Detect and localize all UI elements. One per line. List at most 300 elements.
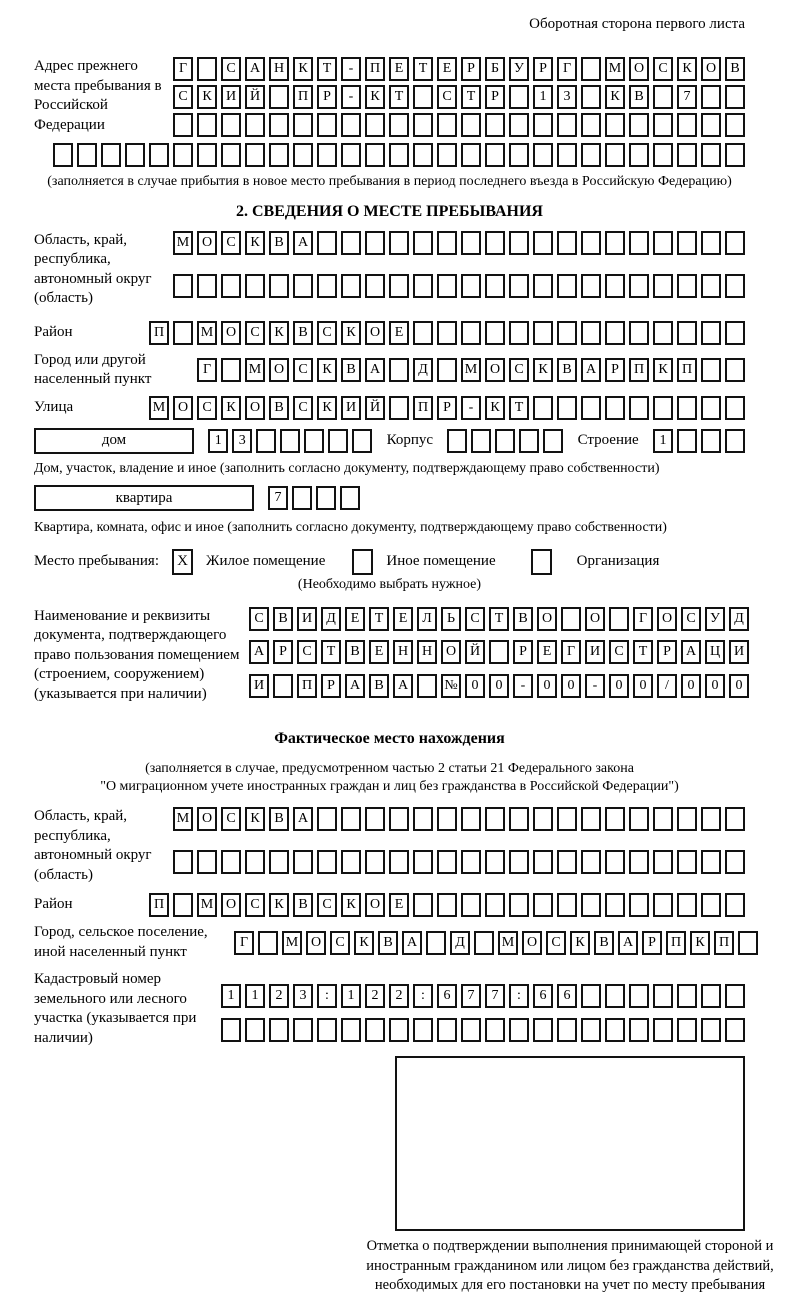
char-cell[interactable]: Р [437, 396, 457, 420]
char-cell[interactable] [269, 85, 289, 109]
checkbox-zhiloe[interactable] [172, 549, 193, 575]
char-cell[interactable] [677, 984, 697, 1008]
char-cell[interactable] [292, 486, 312, 510]
char-cell[interactable]: Т [369, 607, 389, 631]
char-cell[interactable] [653, 85, 673, 109]
char-cell[interactable] [533, 893, 553, 917]
char-cell[interactable] [725, 984, 745, 1008]
char-cell[interactable] [581, 850, 601, 874]
char-cell[interactable]: П [365, 57, 385, 81]
char-cell[interactable] [725, 321, 745, 345]
char-cell[interactable] [316, 486, 336, 510]
char-cell[interactable] [605, 984, 625, 1008]
char-cell[interactable]: К [245, 231, 265, 255]
char-cell[interactable]: Т [489, 607, 509, 631]
char-cell[interactable] [701, 143, 721, 167]
char-cell[interactable] [437, 850, 457, 874]
char-cell[interactable] [701, 850, 721, 874]
char-cell[interactable] [413, 85, 433, 109]
char-cell[interactable] [197, 113, 217, 137]
char-cell[interactable] [677, 231, 697, 255]
char-cell[interactable]: 0 [705, 674, 725, 698]
char-cell[interactable]: Д [450, 931, 470, 955]
char-cell[interactable]: В [557, 358, 577, 382]
char-cell[interactable] [605, 274, 625, 298]
char-cell[interactable] [389, 850, 409, 874]
char-cell[interactable]: 7 [461, 984, 481, 1008]
char-cell[interactable]: П [149, 321, 169, 345]
char-cell[interactable]: 2 [389, 984, 409, 1008]
char-cell[interactable]: 3 [232, 429, 252, 453]
char-cell[interactable] [677, 893, 697, 917]
char-cell[interactable] [269, 113, 289, 137]
char-cell[interactable] [413, 893, 433, 917]
char-cell[interactable]: 1 [221, 984, 241, 1008]
char-cell[interactable] [365, 807, 385, 831]
char-cell[interactable]: М [197, 321, 217, 345]
char-cell[interactable]: 0 [537, 674, 557, 698]
char-cell[interactable] [417, 674, 437, 698]
char-cell[interactable]: В [513, 607, 533, 631]
char-cell[interactable]: К [341, 321, 361, 345]
char-cell[interactable] [605, 396, 625, 420]
char-cell[interactable] [701, 113, 721, 137]
char-cell[interactable]: О [245, 396, 265, 420]
char-cell[interactable] [365, 274, 385, 298]
char-cell[interactable] [328, 429, 348, 453]
char-cell[interactable] [413, 850, 433, 874]
char-cell[interactable]: Е [437, 57, 457, 81]
char-cell[interactable] [413, 143, 433, 167]
char-cell[interactable]: 3 [293, 984, 313, 1008]
char-cell[interactable]: А [365, 358, 385, 382]
char-cell[interactable] [609, 607, 629, 631]
char-cell[interactable]: Ц [705, 640, 725, 664]
char-cell[interactable] [317, 807, 337, 831]
char-cell[interactable] [605, 807, 625, 831]
char-cell[interactable]: А [345, 674, 365, 698]
char-cell[interactable] [557, 396, 577, 420]
char-cell[interactable]: 1 [245, 984, 265, 1008]
char-cell[interactable] [533, 274, 553, 298]
char-cell[interactable]: О [585, 607, 605, 631]
char-cell[interactable] [365, 231, 385, 255]
char-cell[interactable] [317, 231, 337, 255]
char-cell[interactable] [197, 850, 217, 874]
char-cell[interactable]: - [461, 396, 481, 420]
char-cell[interactable]: - [585, 674, 605, 698]
char-cell[interactable] [413, 231, 433, 255]
char-cell[interactable] [629, 850, 649, 874]
char-cell[interactable]: А [618, 931, 638, 955]
char-cell[interactable] [653, 231, 673, 255]
char-cell[interactable] [221, 274, 241, 298]
char-cell[interactable] [701, 807, 721, 831]
char-cell[interactable] [653, 807, 673, 831]
char-cell[interactable] [581, 231, 601, 255]
char-cell[interactable] [489, 640, 509, 664]
char-cell[interactable]: / [657, 674, 677, 698]
char-cell[interactable]: О [701, 57, 721, 81]
char-cell[interactable]: В [345, 640, 365, 664]
char-cell[interactable] [677, 321, 697, 345]
char-cell[interactable]: Г [173, 57, 193, 81]
char-cell[interactable] [221, 358, 241, 382]
char-cell[interactable] [701, 274, 721, 298]
char-cell[interactable] [173, 321, 193, 345]
char-cell[interactable]: А [681, 640, 701, 664]
char-cell[interactable]: С [653, 57, 673, 81]
char-cell[interactable] [701, 358, 721, 382]
char-cell[interactable]: 1 [341, 984, 361, 1008]
char-cell[interactable] [629, 321, 649, 345]
char-cell[interactable]: 7 [268, 486, 288, 510]
char-cell[interactable] [293, 143, 313, 167]
char-cell[interactable] [629, 143, 649, 167]
char-cell[interactable]: А [393, 674, 413, 698]
char-cell[interactable] [221, 143, 241, 167]
char-cell[interactable] [437, 893, 457, 917]
char-cell[interactable]: С [173, 85, 193, 109]
char-cell[interactable] [125, 143, 145, 167]
char-cell[interactable] [485, 850, 505, 874]
char-cell[interactable] [629, 1018, 649, 1042]
char-cell[interactable]: С [249, 607, 269, 631]
char-cell[interactable]: П [413, 396, 433, 420]
char-cell[interactable] [293, 850, 313, 874]
char-cell[interactable]: Т [389, 85, 409, 109]
char-cell[interactable]: О [173, 396, 193, 420]
char-cell[interactable]: Т [633, 640, 653, 664]
char-cell[interactable] [485, 1018, 505, 1042]
char-cell[interactable] [629, 396, 649, 420]
char-cell[interactable]: П [677, 358, 697, 382]
char-cell[interactable]: Г [557, 57, 577, 81]
char-cell[interactable] [258, 931, 278, 955]
char-cell[interactable]: Г [234, 931, 254, 955]
char-cell[interactable] [221, 850, 241, 874]
char-cell[interactable]: В [273, 607, 293, 631]
char-cell[interactable]: И [729, 640, 749, 664]
char-cell[interactable]: Е [393, 607, 413, 631]
char-cell[interactable]: Р [317, 85, 337, 109]
char-cell[interactable] [485, 274, 505, 298]
char-cell[interactable]: К [221, 396, 241, 420]
char-cell[interactable] [101, 143, 121, 167]
char-cell[interactable]: К [570, 931, 590, 955]
char-cell[interactable]: Б [485, 57, 505, 81]
char-cell[interactable] [317, 274, 337, 298]
char-cell[interactable] [269, 274, 289, 298]
char-cell[interactable] [725, 429, 745, 453]
char-cell[interactable] [605, 1018, 625, 1042]
char-cell[interactable]: Р [642, 931, 662, 955]
char-cell[interactable] [53, 143, 73, 167]
char-cell[interactable] [581, 321, 601, 345]
char-cell[interactable] [509, 850, 529, 874]
char-cell[interactable]: Р [513, 640, 533, 664]
char-cell[interactable] [317, 1018, 337, 1042]
char-cell[interactable] [509, 231, 529, 255]
char-cell[interactable] [581, 807, 601, 831]
char-cell[interactable]: О [365, 893, 385, 917]
char-cell[interactable]: Т [413, 57, 433, 81]
char-cell[interactable]: И [341, 396, 361, 420]
char-cell[interactable] [317, 143, 337, 167]
char-cell[interactable] [437, 113, 457, 137]
char-cell[interactable] [581, 143, 601, 167]
char-cell[interactable] [485, 113, 505, 137]
char-cell[interactable] [461, 850, 481, 874]
char-cell[interactable]: К [269, 321, 289, 345]
char-cell[interactable] [677, 1018, 697, 1042]
char-cell[interactable]: С [221, 231, 241, 255]
char-cell[interactable]: К [354, 931, 374, 955]
char-cell[interactable] [471, 429, 491, 453]
char-cell[interactable]: С [221, 807, 241, 831]
char-cell[interactable]: Й [465, 640, 485, 664]
char-cell[interactable]: И [249, 674, 269, 698]
char-cell[interactable] [653, 143, 673, 167]
char-cell[interactable]: Н [269, 57, 289, 81]
char-cell[interactable]: - [513, 674, 533, 698]
char-cell[interactable] [341, 231, 361, 255]
char-cell[interactable]: С [293, 358, 313, 382]
char-cell[interactable] [533, 807, 553, 831]
char-cell[interactable]: И [297, 607, 317, 631]
char-cell[interactable] [221, 1018, 241, 1042]
char-cell[interactable] [653, 321, 673, 345]
char-cell[interactable] [485, 143, 505, 167]
char-cell[interactable] [605, 113, 625, 137]
char-cell[interactable] [725, 274, 745, 298]
char-cell[interactable]: С [317, 893, 337, 917]
char-cell[interactable]: Е [389, 57, 409, 81]
char-cell[interactable]: В [594, 931, 614, 955]
char-cell[interactable]: Е [345, 607, 365, 631]
char-cell[interactable]: 7 [677, 85, 697, 109]
char-cell[interactable] [485, 807, 505, 831]
char-cell[interactable] [557, 893, 577, 917]
char-cell[interactable] [701, 984, 721, 1008]
char-cell[interactable] [173, 274, 193, 298]
char-cell[interactable] [341, 807, 361, 831]
char-cell[interactable] [605, 321, 625, 345]
char-cell[interactable] [653, 274, 673, 298]
char-cell[interactable] [413, 321, 433, 345]
char-cell[interactable]: О [197, 231, 217, 255]
char-cell[interactable] [197, 57, 217, 81]
char-cell[interactable] [725, 358, 745, 382]
char-cell[interactable] [509, 113, 529, 137]
char-cell[interactable]: С [297, 640, 317, 664]
char-cell[interactable] [389, 358, 409, 382]
char-cell[interactable] [701, 396, 721, 420]
char-cell[interactable]: Р [485, 85, 505, 109]
char-cell[interactable] [533, 850, 553, 874]
char-cell[interactable] [629, 807, 649, 831]
char-cell[interactable]: С [330, 931, 350, 955]
char-cell[interactable]: О [522, 931, 542, 955]
char-cell[interactable]: Е [389, 893, 409, 917]
char-cell[interactable] [389, 231, 409, 255]
char-cell[interactable] [447, 429, 467, 453]
char-cell[interactable] [581, 984, 601, 1008]
char-cell[interactable]: : [509, 984, 529, 1008]
char-cell[interactable] [437, 231, 457, 255]
char-cell[interactable]: Р [533, 57, 553, 81]
char-cell[interactable] [437, 1018, 457, 1042]
char-cell[interactable]: Д [729, 607, 749, 631]
char-cell[interactable]: 0 [633, 674, 653, 698]
char-cell[interactable]: Т [461, 85, 481, 109]
char-cell[interactable] [605, 893, 625, 917]
char-cell[interactable]: П [629, 358, 649, 382]
char-cell[interactable]: А [293, 807, 313, 831]
char-cell[interactable]: О [441, 640, 461, 664]
char-cell[interactable] [677, 274, 697, 298]
char-cell[interactable] [280, 429, 300, 453]
char-cell[interactable]: Е [389, 321, 409, 345]
char-cell[interactable] [461, 274, 481, 298]
char-cell[interactable]: К [533, 358, 553, 382]
char-cell[interactable]: М [605, 57, 625, 81]
char-cell[interactable] [273, 674, 293, 698]
char-cell[interactable]: О [221, 893, 241, 917]
char-cell[interactable] [461, 1018, 481, 1042]
char-cell[interactable]: А [249, 640, 269, 664]
char-cell[interactable] [317, 850, 337, 874]
char-cell[interactable] [426, 931, 446, 955]
char-cell[interactable] [653, 1018, 673, 1042]
char-cell[interactable] [557, 231, 577, 255]
char-cell[interactable] [557, 850, 577, 874]
char-cell[interactable] [437, 807, 457, 831]
char-cell[interactable] [197, 143, 217, 167]
char-cell[interactable] [474, 931, 494, 955]
char-cell[interactable]: К [317, 358, 337, 382]
char-cell[interactable] [581, 1018, 601, 1042]
char-cell[interactable]: Д [321, 607, 341, 631]
char-cell[interactable]: К [245, 807, 265, 831]
char-cell[interactable]: К [677, 57, 697, 81]
char-cell[interactable] [245, 143, 265, 167]
char-cell[interactable] [461, 893, 481, 917]
char-cell[interactable] [509, 85, 529, 109]
char-cell[interactable] [256, 429, 276, 453]
char-cell[interactable]: К [269, 893, 289, 917]
char-cell[interactable] [605, 850, 625, 874]
char-cell[interactable]: - [341, 57, 361, 81]
char-cell[interactable] [677, 429, 697, 453]
char-cell[interactable]: С [437, 85, 457, 109]
char-cell[interactable]: О [306, 931, 326, 955]
char-cell[interactable] [365, 850, 385, 874]
char-cell[interactable] [365, 1018, 385, 1042]
char-cell[interactable]: П [666, 931, 686, 955]
char-cell[interactable] [509, 274, 529, 298]
char-cell[interactable]: В [369, 674, 389, 698]
char-cell[interactable]: 1 [533, 85, 553, 109]
char-cell[interactable]: Г [633, 607, 653, 631]
char-cell[interactable]: Р [273, 640, 293, 664]
char-cell[interactable]: Т [317, 57, 337, 81]
char-cell[interactable]: П [149, 893, 169, 917]
char-cell[interactable] [173, 143, 193, 167]
char-cell[interactable] [437, 321, 457, 345]
char-cell[interactable] [413, 113, 433, 137]
char-cell[interactable] [725, 807, 745, 831]
char-cell[interactable]: М [245, 358, 265, 382]
char-cell[interactable]: С [465, 607, 485, 631]
char-cell[interactable]: 0 [609, 674, 629, 698]
char-cell[interactable] [461, 113, 481, 137]
char-cell[interactable] [557, 143, 577, 167]
char-cell[interactable] [245, 850, 265, 874]
char-cell[interactable]: К [485, 396, 505, 420]
char-cell[interactable]: В [293, 321, 313, 345]
house-box[interactable]: дом [34, 428, 194, 454]
char-cell[interactable] [437, 358, 457, 382]
char-cell[interactable] [413, 1018, 433, 1042]
char-cell[interactable] [677, 143, 697, 167]
apartment-box[interactable]: квартира [34, 485, 254, 511]
char-cell[interactable] [293, 113, 313, 137]
char-cell[interactable]: Г [197, 358, 217, 382]
char-cell[interactable]: 1 [208, 429, 228, 453]
char-cell[interactable]: В [269, 807, 289, 831]
char-cell[interactable]: О [365, 321, 385, 345]
char-cell[interactable] [653, 984, 673, 1008]
char-cell[interactable] [389, 143, 409, 167]
char-cell[interactable] [557, 113, 577, 137]
char-cell[interactable]: К [197, 85, 217, 109]
char-cell[interactable]: С [681, 607, 701, 631]
char-cell[interactable] [629, 113, 649, 137]
char-cell[interactable] [701, 85, 721, 109]
char-cell[interactable]: О [197, 807, 217, 831]
char-cell[interactable]: 0 [465, 674, 485, 698]
char-cell[interactable]: Й [245, 85, 265, 109]
char-cell[interactable]: С [245, 893, 265, 917]
char-cell[interactable] [221, 113, 241, 137]
char-cell[interactable] [509, 807, 529, 831]
char-cell[interactable]: А [245, 57, 265, 81]
char-cell[interactable]: Р [461, 57, 481, 81]
char-cell[interactable] [485, 231, 505, 255]
char-cell[interactable] [629, 893, 649, 917]
char-cell[interactable]: С [245, 321, 265, 345]
char-cell[interactable] [413, 274, 433, 298]
char-cell[interactable]: У [705, 607, 725, 631]
char-cell[interactable]: Н [417, 640, 437, 664]
char-cell[interactable]: Г [561, 640, 581, 664]
char-cell[interactable] [340, 486, 360, 510]
char-cell[interactable] [561, 607, 581, 631]
char-cell[interactable]: М [149, 396, 169, 420]
char-cell[interactable]: С [317, 321, 337, 345]
char-cell[interactable] [509, 143, 529, 167]
char-cell[interactable]: 7 [485, 984, 505, 1008]
char-cell[interactable] [437, 274, 457, 298]
char-cell[interactable] [701, 893, 721, 917]
char-cell[interactable] [389, 807, 409, 831]
char-cell[interactable] [581, 396, 601, 420]
char-cell[interactable] [173, 113, 193, 137]
char-cell[interactable] [341, 143, 361, 167]
char-cell[interactable] [341, 1018, 361, 1042]
char-cell[interactable] [581, 893, 601, 917]
